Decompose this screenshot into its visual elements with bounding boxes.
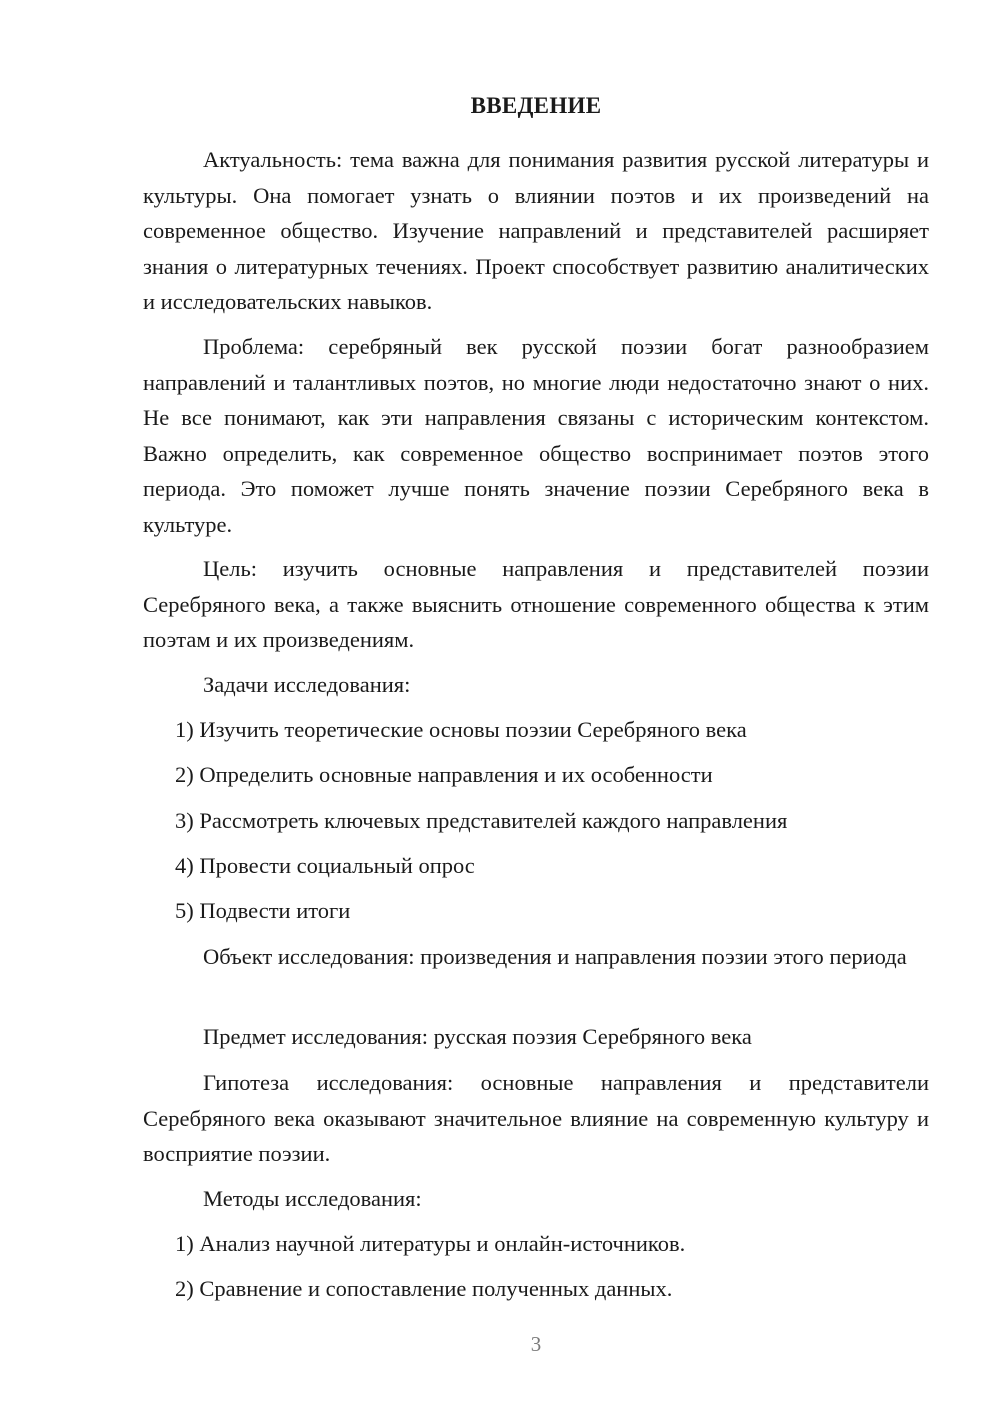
page-title: ВВЕДЕНИЕ xyxy=(470,93,602,118)
methods-heading: Методы исследования: xyxy=(203,1186,422,1211)
task-item: 4) Провести социальный опрос xyxy=(175,853,475,878)
page-number: 3 xyxy=(530,1332,542,1356)
task-item: 2) Определить основные направления и их особенности xyxy=(175,762,713,787)
object-paragraph: Объект исследования: произведения и направления поэзии этого периода xyxy=(203,944,907,969)
relevance-paragraph: Актуальность: тема важна для понимания развития русской литературы и культуры. Она помогает узнать о влиянии поэтов и их произведений на современное общество. Изучение направлений и представителей расширяет знания о литературных течениях. Проект способствует развитию аналитических и исследовательских навыков. xyxy=(143,147,929,314)
goal-paragraph: Цель: изучить основные направления и представителей поэзии Серебряного века, а также выяснить отношение современного общества к этим поэтам и их произведениям. xyxy=(143,556,929,652)
method-item: 2) Сравнение и сопоставление полученных данных. xyxy=(175,1276,673,1301)
tasks-heading: Задачи исследования: xyxy=(203,672,411,697)
subject-line: Предмет исследования: русская поэзия Серебряного века xyxy=(203,1024,752,1049)
task-item: 5) Подвести итоги xyxy=(175,898,351,923)
task-item: 3) Рассмотреть ключевых представителей каждого направления xyxy=(175,808,788,833)
problem-paragraph: Проблема: серебряный век русской поэзии богат разнообразием направлений и талантливых поэтов, но многие люди недостаточно знают о них. Не все понимают, как эти направления связаны с историческим контекстом. Важно определить, как современное общество воспринимает поэтов этого периода. Это поможет лучше понять значение поэзии Серебряного века в культуре. xyxy=(143,334,929,537)
task-item: 1) Изучить теоретические основы поэзии Серебряного века xyxy=(175,717,747,742)
hypothesis-paragraph: Гипотеза исследования: основные направления и представители Серебряного века оказывают значительное влияние на современную культуру и восприятие поэзии. xyxy=(143,1070,929,1166)
method-item: 1) Анализ научной литературы и онлайн-источников. xyxy=(175,1231,686,1256)
